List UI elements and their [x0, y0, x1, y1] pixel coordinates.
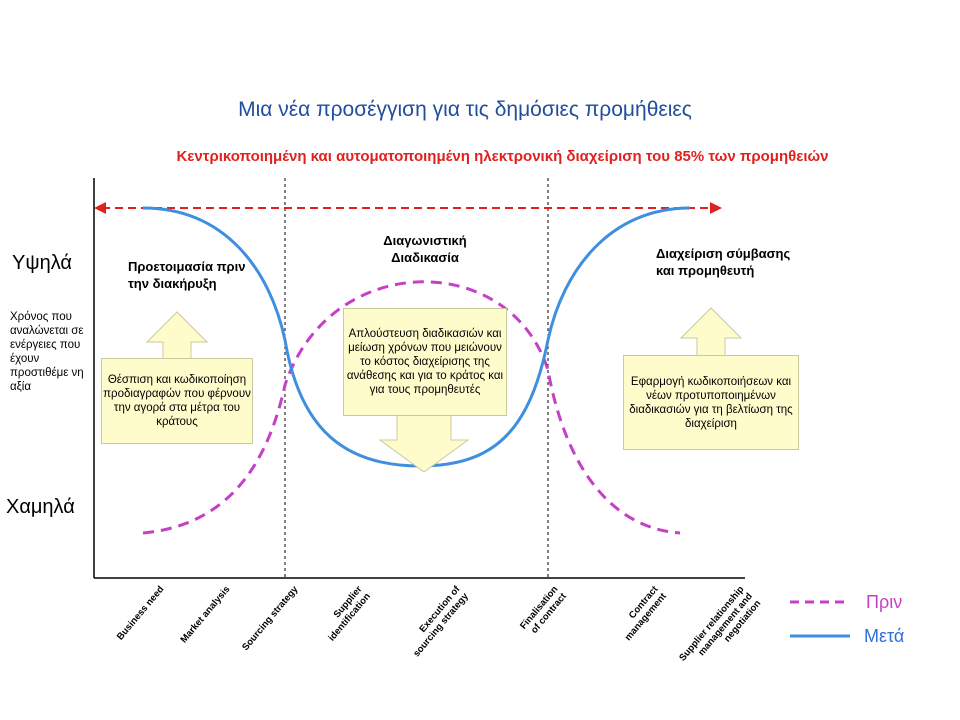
y-label-high: Υψηλά [12, 252, 72, 274]
phase-label-tender: Διαγωνιστική Διαδικασία [383, 233, 467, 265]
stage-label: Sourcing strategy [240, 584, 301, 653]
stage-label: Business need [114, 584, 167, 643]
phase-label-preparation: Προετοιμασία πριν την διακήρυξη [128, 259, 246, 291]
stage-label: Supplier relationship management and negotiation [677, 584, 764, 664]
stage-label: Contract management [622, 584, 669, 644]
stage-label: Execution of sourcing strategy [411, 584, 471, 660]
legend-before-label: Πριν [866, 592, 903, 612]
info-box-specifications: Θέσπιση και κωδικοποίηση προδιαγραφών που φέρνουν την αγορά στα μέτρα του κράτους [101, 358, 253, 444]
stage-label: Supplier identification [326, 584, 373, 644]
legend-after-label: Μετά [864, 626, 905, 646]
arrow-up-3 [681, 308, 741, 357]
arrow-up-1 [147, 312, 207, 360]
y-axis-description: Χρόνος που αναλώνεται σε ενέργειες που έχουν προστιθέμε νη αξία [10, 311, 84, 393]
info-box-simplification: Απλούστευση διαδικασιών και μείωση χρόνων που μειώνουν το κόστος διαχείρισης της ανάθεσης και για το κράτος και για τους προμηθευτές [343, 308, 507, 416]
y-label-low: Χαμηλά [6, 496, 75, 518]
subtitle: Κεντρικοποιημένη και αυτοματοποιημένη ηλεκτρονική διαχείριση του 85% των προμηθειών [176, 148, 829, 165]
red-arrow-right-head [710, 202, 722, 214]
phase-label-contract: Διαχείριση σύμβασης και προμηθευτή [656, 246, 791, 278]
page-title: Μια νέα προσέγγιση για τις δημόσιες προμήθειες [238, 98, 692, 121]
info-box-contract-management: Εφαρμογή κωδικοποιήσεων και νέων προτυποποιημένων διαδικασιών για τη βελτίωση της διαχείριση [623, 355, 799, 450]
stage-label: Market analysis [178, 584, 233, 646]
stage-label: Finalisation of contract [518, 584, 569, 636]
red-arrow-left-head [94, 202, 106, 214]
